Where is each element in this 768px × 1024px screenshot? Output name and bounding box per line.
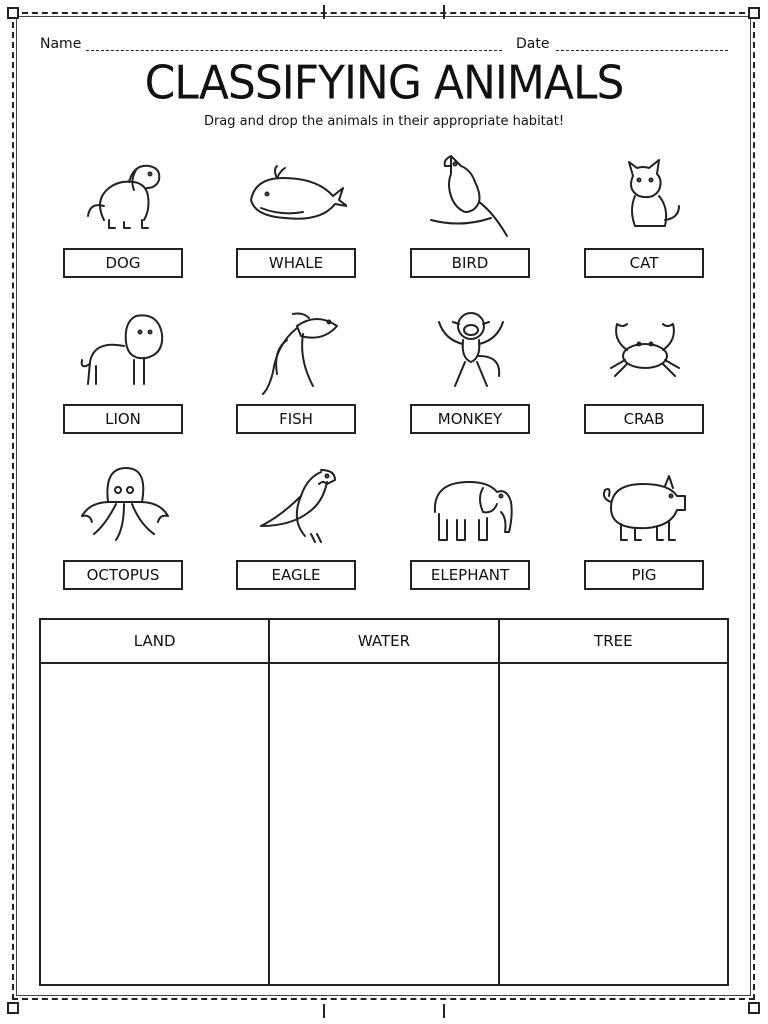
animal-label-tile[interactable]: PIG xyxy=(584,560,704,590)
habitat-column-water xyxy=(270,620,499,984)
animal-card xyxy=(63,462,185,622)
animal-card xyxy=(63,150,185,310)
animal-label-tile[interactable]: WHALE xyxy=(236,248,356,278)
fish-icon xyxy=(247,306,347,396)
animal-card xyxy=(410,306,532,466)
habitat-sorting-table xyxy=(39,618,729,986)
pig-icon xyxy=(595,462,695,552)
date-field[interactable] xyxy=(556,50,728,51)
animal-label-tile[interactable]: OCTOPUS xyxy=(63,560,183,590)
monkey-icon xyxy=(421,306,521,396)
animal-card xyxy=(584,306,706,466)
corner-ornament xyxy=(748,1002,760,1014)
lion-icon xyxy=(74,306,174,396)
border-tick xyxy=(443,1004,445,1018)
drop-zone-land[interactable] xyxy=(41,664,268,984)
cat-icon xyxy=(595,150,695,240)
animal-label-tile[interactable]: DOG xyxy=(63,248,183,278)
column-header: TREE xyxy=(500,620,727,664)
border-tick xyxy=(323,5,325,19)
animal-label-tile[interactable]: ELEPHANT xyxy=(410,560,530,590)
column-header: WATER xyxy=(270,620,497,664)
animal-card xyxy=(236,462,358,622)
drop-zone-water[interactable] xyxy=(270,664,497,984)
border-tick xyxy=(323,1004,325,1018)
elephant-icon xyxy=(421,462,521,552)
eagle-icon xyxy=(247,462,347,552)
animal-card xyxy=(584,462,706,622)
animal-label-tile[interactable]: LION xyxy=(63,404,183,434)
habitat-column-tree xyxy=(500,620,727,984)
animal-label-tile[interactable]: CRAB xyxy=(584,404,704,434)
corner-ornament xyxy=(7,1002,19,1014)
animal-card xyxy=(236,306,358,466)
border-tick xyxy=(443,5,445,19)
animal-label-tile[interactable]: FISH xyxy=(236,404,356,434)
crab-icon xyxy=(595,306,695,396)
animal-card xyxy=(410,462,532,622)
column-header: LAND xyxy=(41,620,268,664)
corner-ornament xyxy=(748,7,760,19)
page-title: CLASSIFYING ANIMALS xyxy=(144,56,624,111)
dog-icon xyxy=(74,150,174,240)
whale-icon xyxy=(247,150,347,240)
bird-icon xyxy=(421,150,521,240)
animal-label-tile[interactable]: EAGLE xyxy=(236,560,356,590)
animal-label-tile[interactable]: MONKEY xyxy=(410,404,530,434)
date-label: Date xyxy=(516,36,550,52)
animal-label-tile[interactable]: BIRD xyxy=(410,248,530,278)
drop-zone-tree[interactable] xyxy=(500,664,727,984)
name-label: Name xyxy=(40,36,82,52)
instructions-text: Drag and drop the animals in their appropriate habitat! xyxy=(203,114,565,129)
animal-card xyxy=(236,150,358,310)
corner-ornament xyxy=(7,7,19,19)
animal-card xyxy=(63,306,185,466)
animal-card xyxy=(584,150,706,310)
name-field[interactable] xyxy=(86,50,502,51)
animal-card xyxy=(410,150,532,310)
animal-label-tile[interactable]: CAT xyxy=(584,248,704,278)
octopus-icon xyxy=(74,462,174,552)
name-date-row xyxy=(40,36,730,56)
habitat-column-land xyxy=(41,620,270,984)
